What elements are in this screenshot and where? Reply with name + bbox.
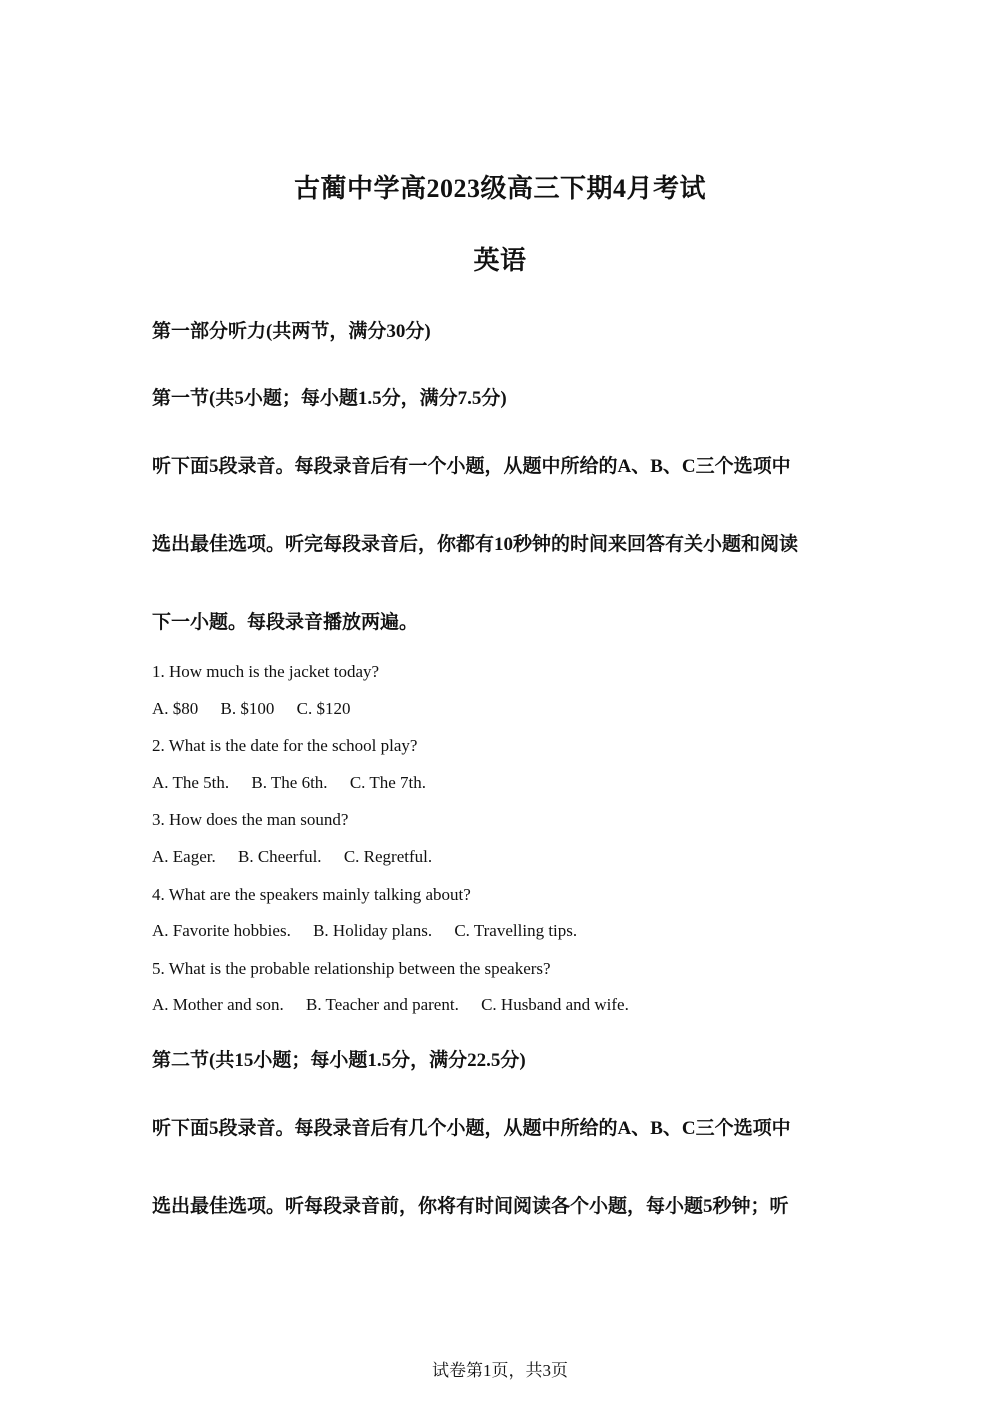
option: A. Mother and son. bbox=[152, 995, 284, 1014]
option: B. Teacher and parent. bbox=[305, 995, 459, 1014]
option: A. The 5th. bbox=[152, 773, 230, 792]
option: B. The 6th. bbox=[251, 773, 328, 792]
option: C. The 7th. bbox=[349, 773, 426, 792]
question-stem: 5. What is the probable relationship between the speakers? bbox=[152, 959, 551, 978]
section1-instruction-line: 下一小题。每段录音播放两遍。 bbox=[152, 612, 419, 633]
question-options bbox=[152, 847, 450, 867]
section2-instruction-line: 听下面5段录音。每段录音后有几个小题，从题中所给的A、B、C三个选项中 bbox=[152, 1118, 791, 1139]
question-stem: 4. What are the speakers mainly talking about? bbox=[152, 885, 471, 904]
option: C. Travelling tips. bbox=[454, 921, 578, 940]
option: A. Favorite hobbies. bbox=[152, 921, 291, 940]
question-stem: 2. What is the date for the school play? bbox=[152, 736, 418, 755]
question-stem: 1. How much is the jacket today? bbox=[152, 662, 380, 681]
option: C. $120 bbox=[296, 699, 351, 718]
question-options bbox=[152, 921, 595, 941]
option: C. Regretful. bbox=[343, 847, 433, 866]
section1-heading: 第一节(共5小题；每小题1.5分，满分7.5分) bbox=[152, 388, 507, 409]
option: A. Eager. bbox=[152, 847, 216, 866]
question-options bbox=[152, 995, 647, 1015]
option: B. Holiday plans. bbox=[313, 921, 433, 940]
question-options bbox=[152, 699, 368, 719]
part1-heading: 第一部分听力(共两节，满分30分) bbox=[152, 321, 431, 342]
question-options bbox=[152, 773, 444, 793]
question-stem: 3. How does the man sound? bbox=[152, 810, 349, 829]
section2-instruction-line: 选出最佳选项。听每段录音前，你将有时间阅读各个小题，每小题5秒钟；听 bbox=[152, 1196, 789, 1217]
option: B. $100 bbox=[220, 699, 275, 718]
section1-instruction-line: 听下面5段录音。每段录音后有一个小题，从题中所给的A、B、C三个选项中 bbox=[152, 456, 791, 477]
page-footer: 试卷第1页，共3页 bbox=[432, 1361, 568, 1380]
section2-heading: 第二节(共15小题；每小题1.5分，满分22.5分) bbox=[152, 1050, 526, 1071]
exam-title: 古蔺中学高2023级高三下期4月考试 bbox=[293, 174, 706, 203]
option: A. $80 bbox=[152, 699, 199, 718]
subject-title: 英语 bbox=[473, 246, 527, 275]
option: B. Cheerful. bbox=[237, 847, 322, 866]
option: C. Husband and wife. bbox=[481, 995, 629, 1014]
section1-instruction-line: 选出最佳选项。听完每段录音后，你都有10秒钟的时间来回答有关小题和阅读 bbox=[152, 534, 799, 555]
